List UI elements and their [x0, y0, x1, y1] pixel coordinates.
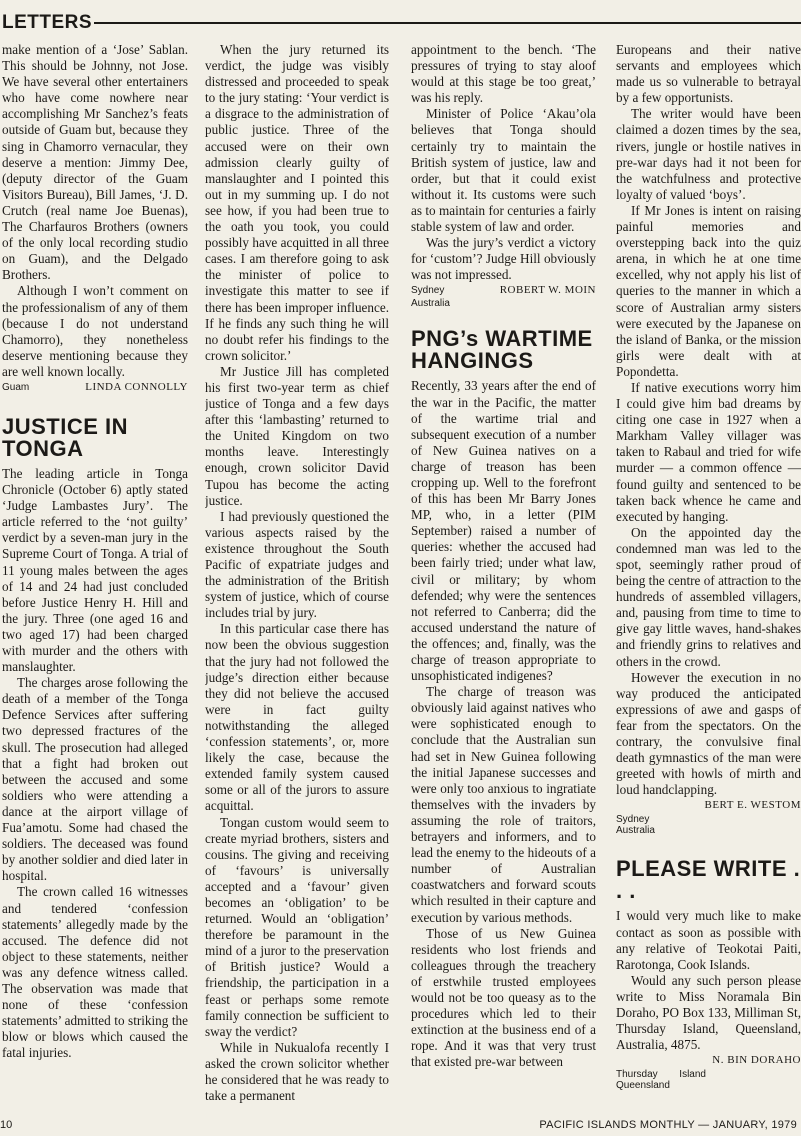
- paragraph: appointment to the bench. ‘The pressures of trying to stay aloof would at this stage be too great,’ was his reply.: [411, 42, 596, 106]
- headline-please-write: PLEASE WRITE . . .: [616, 856, 801, 904]
- paragraph: While in Nukualofa recently I asked the crown solicitor whether he considered that he was ready to take a permanent: [205, 1039, 389, 1104]
- letter-signature: [2, 381, 188, 394]
- signature-location: Sydney Australia: [411, 285, 450, 310]
- paragraph: The crown called 16 witnesses and tendered ‘confession statements’ allegedly made by the accused. The defence did not object to these statements, neither was any defence witness called. The observation was made that none of these ‘confession statements’ admitted to striking the blow or blows which caused the fatal injuries.: [2, 884, 188, 1061]
- paragraph: However the execution in no way produced the anticipated expressions of awe and gasps of fear from the spectators. On the contrary, the convulsive final death gymnastics of the man were greeted with howls of mirth and loud handclapping.: [616, 669, 801, 798]
- signature-location: Thursday Island Queensland: [616, 1069, 706, 1092]
- signature-location: Guam: [2, 381, 30, 393]
- paragraph: Recently, 33 years after the end of the war in the Pacific, the matter of the wartime trial and subsequent execution of a number of New Guinea natives on a charge of treason has been cropping up. Well to the forefront of this has been Mr Barry Jones MP, who, in a letter (PIM September) raised a number of queries: whether the accused had been fairly tried; under what law, civil or military; by whom defended; why were the sentences not referred to Canberra; did the accused understand the nature of the offences; and, finally, was the charge of treason appropriate to unsophisticated indigenes?: [411, 378, 596, 684]
- paragraph: The charge of treason was obviously laid against natives who were sophisticated enough to conclude that the Australian sun had set in New Guinea following the initial Japanese successes and were only too anxious to ingratiate themselves with the invaders by assuming the role of traitors, betrayers and informers, and to lead the enemy to the hideouts of a number of Australian coastwatchers and forward scouts which resulted in their capture and execution by various methods.: [411, 684, 596, 925]
- letter-signature: [411, 284, 596, 310]
- paragraph: The leading article in Tonga Chronicle (October 6) aptly stated ‘Judge Lambastes Jury’. The article referred to the ‘not guilty’ verdict by a seven-man jury in the Supreme Court of Tonga. A trial of 11 young males between the ages of 14 and 24 had just concluded before Justice Henry H. Hill and the jury. Three (one aged 16 and two aged 17) had been charged with murder and the others with manslaughter.: [2, 465, 188, 675]
- section-header: [0, 12, 801, 38]
- paragraph: When the jury returned its verdict, the judge was visibly distressed and proceeded to speak to the jury stating: ‘Your verdict is a disgrace to the administration of public justice. Three of the accused were on their own admission clearly guilty of manslaughter and I pointed this out in my summing up. I do not see how, if you had been true to the oath you took, you could possibly have acquitted in all three cases. I am therefore going to ask the minister of police to investigate this matter to see if there has been improper influence. If he finds any such thing he will no doubt refer his findings to the crown solicitor.’: [205, 42, 389, 363]
- signature-location: Sydney Australia: [616, 814, 655, 837]
- letter-signature: [616, 1054, 801, 1067]
- column-3: [411, 42, 596, 1122]
- paragraph: Those of us New Guinea residents who lost friends and colleagues through the treachery of erstwhile trusted employees would not be too queasy as to the procedures which led to their extinction at the business end of a rope. And it was that very trust that existed pre-war between: [411, 925, 596, 1070]
- page-footer: [0, 1117, 801, 1133]
- magazine-issue: PACIFIC ISLANDS MONTHLY — JANUARY, 1979: [539, 1119, 797, 1131]
- column-4: [616, 42, 801, 1122]
- paragraph: Would any such person please write to Miss Noramala Bin Doraho, PO Box 133, Milliman St, Thursday Island, Queensland, Australia, 4875.: [616, 972, 801, 1053]
- section-title: LETTERS: [2, 12, 93, 33]
- column-2: [205, 42, 389, 1122]
- signature-name: ROBERT W. MOIN: [499, 284, 596, 297]
- paragraph: Europeans and their native servants and employees which made us so vulnerable to betrayal by a few opportunists.: [616, 42, 801, 106]
- paragraph: I had previously questioned the various aspects raised by the existence throughout the South Pacific of expatriate judges and the administration of the British system of justice, which of course includes trial by jury.: [205, 508, 389, 621]
- paragraph: If Mr Jones is intent on raising painful memories and overstepping back into the quiz arena, in which he at one time excelled, why not apply his list of queries to the manner in which a score of Australian army sisters were executed by the Japanese on the island of Banka, or the mission girls were dealt with at Popondetta.: [616, 202, 801, 379]
- column-1: [2, 42, 188, 1122]
- paragraph: I would very much like to make contact as soon as possible with any relative of Teokotai Paiti, Rarotonga, Cook Islands.: [616, 908, 801, 972]
- headline-png-wartime-hangings: PNG’s WARTIME HANGINGS: [411, 326, 593, 374]
- paragraph: If native executions worry him I could give him bad dreams by citing one case in 1927 when a Markham Valley villager was taken to Rabaul and tried for wife murder — a common offence — found guilty and sentenced to be taken back whence he came and executed by hanging.: [616, 379, 801, 524]
- paragraph: In this particular case there has now been the obvious suggestion that the jury had not followed the judge’s direction either because they did not believe the accused were in fact guilty notwithstanding the alleged ‘confession statements’, or, more likely the case, because the extended family system caused some or all of the jurors to assure acquittal.: [205, 621, 389, 814]
- paragraph: Mr Justice Jill has completed his first two-year term as chief justice of Tonga and a few days after this ‘lambasting’ returned to the United Kingdom on two months leave. Interestingly enough, crown solicitor David Tupou has become the acting justice.: [205, 363, 389, 508]
- paragraph: Although I won’t comment on the professionalism of any of them (because I do not understand Chamorro), they nonetheless deserve mentioning because they are well known locally.: [2, 283, 188, 379]
- headline-justice-in-tonga: JUSTICE IN TONGA: [2, 413, 129, 461]
- signature-name: LINDA CONNOLLY: [85, 380, 188, 393]
- signature-name: BERT E. WESTOM: [704, 799, 801, 812]
- signature-name: N. BIN DORAHO: [712, 1054, 801, 1067]
- paragraph: On the appointed day the condemned man was led to the spot, seemingly rather proud of being the centre of attraction to the hundreds of assembled villagers, and, pausing from time to time to give gay little waves, hand-shakes and friendly grins to relatives and others in the crowd.: [616, 524, 801, 669]
- page-number: 10: [0, 1119, 13, 1131]
- paragraph: Minister of Police ‘Akau’ola believes that Tonga should certainly try to maintain the British system of justice, law and order, but that it could exist without it. Its customs were such as to maintain for centuries a fairly stable system of law and order.: [411, 106, 596, 235]
- paragraph: Was the jury’s verdict a victory for ‘custom’? Judge Hill obviously was not impressed.: [411, 235, 596, 283]
- header-rule: [94, 22, 801, 24]
- letter-signature: [616, 799, 801, 812]
- paragraph: The charges arose following the death of a member of the Tonga Defence Services after suffering two depressed fractures of the skull. The prosecution had alleged that a fight had broken out between the accused and some soldiers who were attending a dance at the airport village of Fua’amotu. Some had chased the soldiers. The deceased was found by another soldier and died later in hospital.: [2, 675, 188, 884]
- paragraph: The writer would have been claimed a dozen times by the sea, rivers, jungle or hostile natives in pre-war days had it not been for the watchfulness and protective loyalty of valued ‘boys’.: [616, 106, 801, 202]
- paragraph: Tongan custom would seem to create myriad brothers, sisters and cousins. The giving and receiving of ‘favours’ is universally accepted and a ‘favour’ given becomes an ‘obligation’ to be returned. Would an ‘obligation’ therefore be paramount in the mind of a juror to the preservation of British justice? Would a friendship, the participation in a feast or perhaps some remote family connection be sufficient to sway the verdict?: [205, 814, 389, 1039]
- paragraph: make mention of a ‘Jose’ Sablan. This should be Johnny, not Jose. We have several other entertainers who have come nowhere near accomplishing Mr Sanchez’s feats outside of Guam but, because they sing in Chamorro vernacular, they deserve a mention: Jimmy Dee, (deputy director of the Guam Visitors Bureau), Bill James, ‘J. D. Crutch (real name Joe Buenas), The Charfauros Brothers (owners of the only local recording studio on Guam), and the Delgado Brothers.: [2, 42, 188, 283]
